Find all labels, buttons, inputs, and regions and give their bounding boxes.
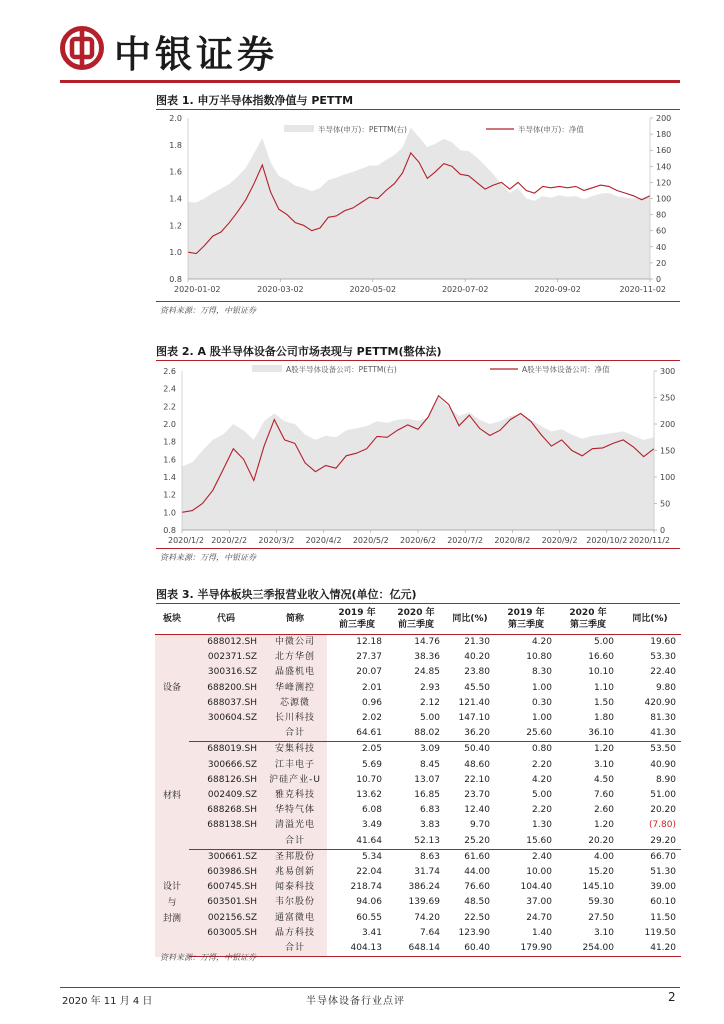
x-tick-label: 2020/5/2 [352, 536, 389, 545]
legend-pettm-label: A股半导体设备公司：PETTM(右) [286, 365, 397, 374]
rev2019-cell: 12.18 [356, 637, 382, 647]
table-row [155, 650, 681, 665]
sector-cell: 材料 [155, 742, 189, 849]
rev2019-cell: 2.01 [361, 682, 382, 693]
y-left-tick-label: 2.6 [163, 367, 176, 376]
table-row [155, 681, 681, 696]
y-right-tick-label: 160 [656, 146, 672, 156]
y-left-tick-label: 1.8 [169, 140, 182, 150]
name-cell: 长川科技 [263, 711, 327, 726]
rev2019-cell: 5.69 [361, 759, 382, 770]
rev2020-cell: 7.64 [419, 927, 440, 938]
rev2019-cell: 2.05 [361, 744, 382, 755]
pettm-area [182, 398, 654, 531]
code-cell: 688019.SH [189, 742, 263, 758]
rev2019-cell: 404.13 [327, 941, 387, 957]
rev2020-cell: 3.83 [419, 820, 440, 831]
table-row [155, 665, 681, 680]
page-header [0, 0, 724, 84]
yoy2-cell: (7.80) [648, 820, 676, 831]
yoy1-cell: 48.50 [464, 897, 490, 908]
yoy1-cell: 60.40 [445, 941, 495, 957]
footer-divider [60, 987, 680, 988]
code-cell: 688138.SH [189, 818, 263, 833]
name-cell: 闻泰科技 [263, 880, 327, 895]
yoy2-cell: 53.50 [650, 744, 676, 755]
rev2020-cell: 5.00 [419, 713, 440, 724]
q3_2019-cell: 2.20 [531, 759, 552, 770]
q3_2019-cell: 15.60 [495, 834, 557, 850]
x-tick-label: 2020-01-02 [174, 285, 221, 294]
code-cell: 688268.SH [189, 803, 263, 818]
y-left-tick-label: 2.0 [169, 114, 182, 123]
code-cell: 300604.SZ [189, 711, 263, 726]
y-right-tick-label: 80 [656, 210, 667, 220]
q3_2019-cell: 10.80 [526, 652, 552, 663]
q3_2020-cell: 4.50 [593, 774, 614, 785]
x-tick-label: 2020/6/2 [400, 536, 436, 545]
table-source: 资料来源：万得，中银证券 [160, 953, 256, 962]
q3_2020-cell: 16.60 [588, 652, 614, 663]
q3_2020-cell: 59.30 [588, 897, 614, 908]
code-cell: 300666.SZ [189, 758, 263, 773]
name-cell: 韦尔股份 [263, 895, 327, 910]
yoy2-cell: 41.20 [619, 941, 681, 957]
y-left-tick-label: 1.4 [169, 194, 182, 204]
yoy1-cell: 36.20 [445, 726, 495, 742]
name-cell: 通富微电 [263, 911, 327, 926]
yoy2-cell: 66.70 [650, 851, 676, 862]
y-right-tick-label: 100 [656, 194, 672, 204]
figure-1-title: 图表 1. 申万半导体指数净值与 PETTM [156, 94, 354, 107]
rev2019-cell: 60.55 [356, 912, 382, 923]
table-row [155, 773, 681, 788]
name-cell: 合计 [263, 941, 327, 957]
chart-1 [156, 110, 680, 300]
code-cell: 603005.SH [189, 926, 263, 941]
yoy1-cell: 76.60 [464, 882, 490, 893]
yoy2-cell: 8.90 [655, 774, 676, 785]
q3_2019-cell: 1.40 [531, 927, 552, 938]
rev2019-cell: 0.96 [361, 697, 382, 708]
yoy1-cell: 147.10 [458, 713, 490, 724]
rev2020-cell: 31.74 [414, 867, 440, 878]
y-right-tick-label: 0 [656, 275, 662, 284]
name-cell: 北方华创 [263, 650, 327, 665]
footer-title: 半导体设备行业点评 [306, 996, 405, 1007]
header-rev-2020-l1: 2020 年 [397, 608, 435, 618]
table-row [155, 803, 681, 818]
y-right-tick-label: 140 [656, 162, 672, 172]
q3_2019-cell: 0.80 [531, 744, 552, 755]
rev2020-cell: 88.02 [387, 726, 445, 742]
y-left-tick-label: 1.0 [169, 248, 182, 258]
figure-2-source-rule [156, 548, 680, 549]
y-left-tick-label: 1.8 [163, 437, 176, 447]
rev2020-cell: 52.13 [387, 834, 445, 850]
x-tick-label: 2020/8/2 [494, 536, 531, 545]
yoy2-cell: 81.30 [650, 713, 676, 724]
rev2019-cell: 218.74 [350, 882, 382, 893]
rev2020-cell: 139.69 [408, 897, 440, 908]
yoy1-cell: 61.60 [464, 851, 490, 862]
bank-of-china-logo-icon [60, 26, 104, 70]
y-right-tick-label: 120 [656, 178, 672, 188]
page-number: 2 [668, 990, 676, 1004]
rev2019-cell: 41.64 [327, 834, 387, 850]
header-q3-2019 [495, 604, 557, 635]
y-right-tick-label: 20 [656, 258, 667, 268]
header-rev-2019 [327, 604, 387, 635]
y-left-tick-label: 0.8 [169, 275, 182, 284]
q3_2020-cell: 1.10 [593, 682, 614, 693]
header-q3-2020-l1: 2020 年 [569, 608, 607, 618]
legend-nav-label: A股半导体设备公司：净值 [522, 365, 610, 374]
yoy1-cell: 48.60 [464, 759, 490, 770]
code-cell: 603986.SH [189, 865, 263, 880]
name-cell: 华特气体 [263, 803, 327, 818]
table-row [155, 895, 681, 910]
rev2019-cell: 3.49 [361, 820, 382, 831]
y-left-tick-label: 1.4 [163, 473, 176, 482]
y-left-tick-label: 1.0 [163, 508, 176, 518]
yoy2-cell: 60.10 [650, 897, 676, 908]
q3_2019-cell: 4.20 [531, 637, 552, 647]
yoy2-cell: 22.40 [650, 667, 676, 678]
yoy1-cell: 45.50 [464, 682, 490, 693]
yoy1-cell: 21.30 [464, 637, 490, 647]
q3_2019-cell: 25.60 [495, 726, 557, 742]
table-row [155, 865, 681, 880]
figure-2-source: 资料来源：万得，中银证券 [160, 553, 256, 562]
y-right-tick-label: 300 [660, 367, 676, 376]
rev2020-cell: 13.07 [414, 774, 440, 785]
table-row [155, 818, 681, 833]
rev2020-cell: 6.83 [419, 805, 440, 816]
yoy2-cell: 41.30 [619, 726, 681, 742]
yoy1-cell: 22.50 [464, 912, 490, 923]
rev2019-cell: 3.41 [361, 927, 382, 938]
y-left-tick-label: 2.2 [163, 402, 176, 412]
y-left-tick-label: 1.6 [169, 167, 182, 177]
header-rev-2020-l2: 前三季度 [397, 620, 434, 630]
x-tick-label: 2020-05-02 [349, 285, 397, 294]
table-row [155, 788, 681, 803]
yoy2-cell: 20.20 [650, 805, 676, 816]
yoy2-cell: 39.00 [650, 882, 676, 893]
x-tick-label: 2020/4/2 [305, 536, 342, 545]
legend-pettm-label: 半导体(申万)：PETTM(右) [318, 125, 407, 134]
q3_2020-cell: 36.10 [557, 726, 619, 742]
header-code: 代码 [189, 604, 263, 635]
y-right-tick-label: 100 [660, 473, 676, 482]
x-tick-label: 2020/2/2 [211, 536, 248, 545]
sector-cell: 设备 [155, 635, 189, 742]
header-q3-2019-l2: 第三季度 [507, 620, 544, 630]
code-cell: 688037.SH [189, 696, 263, 711]
x-tick-label: 2020-11-02 [619, 285, 666, 294]
yoy2-cell: 9.80 [655, 682, 676, 693]
figure-1-source: 资料来源：万得，中银证券 [160, 306, 256, 315]
rev2020-cell: 3.09 [419, 744, 440, 755]
y-right-tick-label: 180 [656, 130, 672, 140]
code-cell: 300316.SZ [189, 665, 263, 680]
figure-1-source-rule [156, 301, 680, 302]
code-cell: 002371.SZ [189, 650, 263, 665]
q3_2019-cell: 179.90 [495, 941, 557, 957]
q3_2019-cell: 1.00 [531, 682, 552, 693]
rev2020-cell: 38.36 [414, 652, 440, 663]
yoy1-cell: 123.90 [458, 927, 490, 938]
rev2019-cell: 20.07 [356, 667, 382, 678]
yoy1-cell: 12.40 [464, 805, 490, 816]
y-left-tick-label: 0.8 [163, 526, 176, 535]
q3_2020-cell: 2.60 [593, 805, 614, 816]
q3_2020-cell: 27.50 [588, 912, 614, 923]
rev2019-cell: 64.61 [327, 726, 387, 742]
rev2020-cell: 386.24 [408, 882, 440, 893]
brand-name: 中银证券 [114, 33, 278, 76]
pettm-area [188, 128, 650, 279]
q3_2020-cell: 1.50 [593, 697, 614, 708]
q3_2019-cell: 24.70 [526, 912, 552, 923]
code-cell: 688200.SH [189, 681, 263, 696]
table-row [155, 696, 681, 711]
q3_2019-cell: 8.30 [531, 667, 552, 678]
name-cell: 华峰测控 [263, 681, 327, 696]
yoy2-cell: 51.00 [650, 790, 676, 801]
name-cell: 清溢光电 [263, 818, 327, 833]
table-header-row [155, 604, 681, 635]
q3_2020-cell: 7.60 [593, 790, 614, 801]
q3_2019-cell: 0.30 [531, 697, 552, 708]
table-row [155, 911, 681, 926]
revenue-table [155, 604, 681, 957]
yoy1-cell: 25.20 [445, 834, 495, 850]
rev2019-cell: 10.70 [356, 774, 382, 785]
legend-area-swatch [284, 125, 314, 132]
header-divider [60, 80, 680, 83]
rev2020-cell: 2.93 [419, 682, 440, 693]
rev2020-cell: 16.85 [414, 790, 440, 801]
table-row [155, 834, 681, 850]
y-right-tick-label: 250 [660, 393, 676, 403]
name-cell: 合计 [263, 834, 327, 850]
x-tick-label: 2020/10/2 [586, 536, 628, 545]
table-row [155, 726, 681, 742]
name-cell: 中微公司 [263, 635, 327, 651]
header-rev-2020 [387, 604, 445, 635]
header-q3-2020-l2: 第三季度 [569, 620, 606, 630]
y-left-tick-label: 2.4 [163, 384, 176, 394]
yoy1-cell: 23.80 [464, 667, 490, 678]
name-cell: 沪硅产业-U [263, 773, 327, 788]
table-row [155, 926, 681, 941]
name-cell: 晶方科技 [263, 926, 327, 941]
yoy1-cell: 121.40 [458, 697, 490, 708]
name-cell: 芯源微 [263, 696, 327, 711]
rev2019-cell: 5.34 [361, 851, 382, 862]
yoy1-cell: 44.00 [464, 867, 490, 878]
figure-2-title: 图表 2. A 股半导体设备公司市场表现与 PETTM(整体法) [156, 345, 442, 358]
x-tick-label: 2020-09-02 [534, 285, 581, 294]
q3_2019-cell: 1.00 [531, 713, 552, 724]
q3_2020-cell: 1.20 [593, 820, 614, 831]
q3_2019-cell: 1.30 [531, 820, 552, 831]
header-yoy-1: 同比(%) [445, 604, 495, 635]
rev2020-cell: 14.76 [414, 637, 440, 647]
code-cell: 300661.SZ [189, 849, 263, 865]
rev2019-cell: 22.04 [356, 867, 382, 878]
table-body [155, 635, 681, 957]
x-tick-label: 2020/9/2 [541, 536, 578, 545]
header-q3-2019-l1: 2019 年 [507, 608, 545, 618]
yoy2-cell: 420.90 [644, 697, 676, 708]
yoy2-cell: 119.50 [644, 927, 676, 938]
table-row [155, 635, 681, 651]
y-left-tick-label: 1.2 [169, 221, 182, 231]
code-cell: 600745.SH [189, 880, 263, 895]
yoy1-cell: 9.70 [469, 820, 490, 831]
x-tick-label: 2020/11/2 [628, 536, 670, 545]
yoy1-cell: 23.70 [464, 790, 490, 801]
y-left-tick-label: 2.0 [163, 420, 176, 429]
rev2019-cell: 94.06 [356, 897, 382, 908]
x-tick-label: 2020-07-02 [441, 285, 489, 294]
yoy2-cell: 11.50 [650, 912, 676, 923]
y-right-tick-label: 200 [660, 420, 676, 429]
q3_2019-cell: 2.40 [531, 851, 552, 862]
y-left-tick-label: 1.2 [163, 490, 176, 500]
y-right-tick-label: 200 [656, 114, 672, 123]
y-right-tick-label: 40 [656, 242, 667, 252]
code-cell: 688012.SH [189, 635, 263, 651]
y-right-tick-label: 150 [660, 446, 676, 456]
legend-nav-label: 半导体(申万)：净值 [518, 125, 584, 134]
x-tick-label: 2020/7/2 [447, 536, 484, 545]
yoy1-cell: 40.20 [464, 652, 490, 663]
x-tick-label: 2020/1/2 [168, 536, 204, 545]
x-tick-label: 2020-03-02 [257, 285, 304, 294]
code-cell: 002409.SZ [189, 788, 263, 803]
yoy2-cell: 19.60 [650, 637, 676, 647]
table-row [155, 880, 681, 895]
code-cell: 002156.SZ [189, 911, 263, 926]
rev2020-cell: 8.45 [419, 759, 440, 770]
rev2020-cell: 24.85 [414, 667, 440, 678]
code-cell [189, 834, 263, 850]
q3_2019-cell: 10.00 [526, 867, 552, 878]
header-q3-2020 [557, 604, 619, 635]
q3_2019-cell: 2.20 [531, 805, 552, 816]
sector-cell: 设计 与 封测 [155, 849, 189, 956]
y-right-tick-label: 0 [660, 526, 666, 535]
q3_2020-cell: 4.00 [593, 851, 614, 862]
chart-2 [156, 361, 680, 547]
x-tick-label: 2020/3/2 [258, 536, 295, 545]
q3_2020-cell: 5.00 [593, 637, 614, 647]
name-cell: 圣邦股份 [263, 849, 327, 865]
name-cell: 兆易创新 [263, 865, 327, 880]
q3_2020-cell: 3.10 [593, 759, 614, 770]
q3_2020-cell: 3.10 [593, 927, 614, 938]
q3_2020-cell: 145.10 [582, 882, 614, 893]
table-row [155, 711, 681, 726]
table-row [155, 849, 681, 865]
legend-area-swatch [252, 365, 282, 372]
q3_2019-cell: 4.20 [531, 774, 552, 785]
q3_2020-cell: 1.20 [593, 744, 614, 755]
header-name: 简称 [263, 604, 327, 635]
name-cell: 合计 [263, 726, 327, 742]
y-right-tick-label: 60 [656, 226, 667, 236]
name-cell: 安集科技 [263, 742, 327, 758]
header-yoy-2: 同比(%) [619, 604, 681, 635]
q3_2020-cell: 15.20 [588, 867, 614, 878]
rev2020-cell: 74.20 [414, 912, 440, 923]
q3_2019-cell: 104.40 [520, 882, 552, 893]
rev2019-cell: 6.08 [361, 805, 382, 816]
q3_2020-cell: 254.00 [557, 941, 619, 957]
table-row [155, 742, 681, 758]
q3_2019-cell: 37.00 [526, 897, 552, 908]
yoy1-cell: 50.40 [464, 744, 490, 755]
yoy2-cell: 51.30 [650, 867, 676, 878]
y-right-tick-label: 50 [660, 499, 671, 509]
name-cell: 雅克科技 [263, 788, 327, 803]
yoy2-cell: 53.30 [650, 652, 676, 663]
rev2019-cell: 27.37 [356, 652, 382, 663]
code-cell: 688126.SH [189, 773, 263, 788]
header-rev-2019-l1: 2019 年 [338, 608, 376, 618]
yoy2-cell: 40.90 [650, 759, 676, 770]
header-sector: 板块 [155, 604, 189, 635]
code-cell: 603501.SH [189, 895, 263, 910]
header-rev-2019-l2: 前三季度 [338, 620, 375, 630]
rev2020-cell: 8.63 [419, 851, 440, 862]
yoy1-cell: 22.10 [464, 774, 490, 785]
q3_2020-cell: 10.10 [588, 667, 614, 678]
rev2019-cell: 2.02 [361, 713, 382, 724]
table-title: 图表 3. 半导体板块三季报营业收入情况(单位：亿元) [156, 588, 417, 601]
yoy2-cell: 29.20 [619, 834, 681, 850]
footer-date: 2020 年 11 月 4 日 [62, 996, 153, 1007]
name-cell: 江丰电子 [263, 758, 327, 773]
code-cell [189, 726, 263, 742]
y-left-tick-label: 1.6 [163, 455, 176, 465]
rev2020-cell: 2.12 [419, 697, 440, 708]
q3_2020-cell: 1.80 [593, 713, 614, 724]
rev2020-cell: 648.14 [387, 941, 445, 957]
name-cell: 晶盛机电 [263, 665, 327, 680]
rev2019-cell: 13.62 [356, 790, 382, 801]
table-row [155, 758, 681, 773]
q3_2020-cell: 20.20 [557, 834, 619, 850]
q3_2019-cell: 5.00 [531, 790, 552, 801]
